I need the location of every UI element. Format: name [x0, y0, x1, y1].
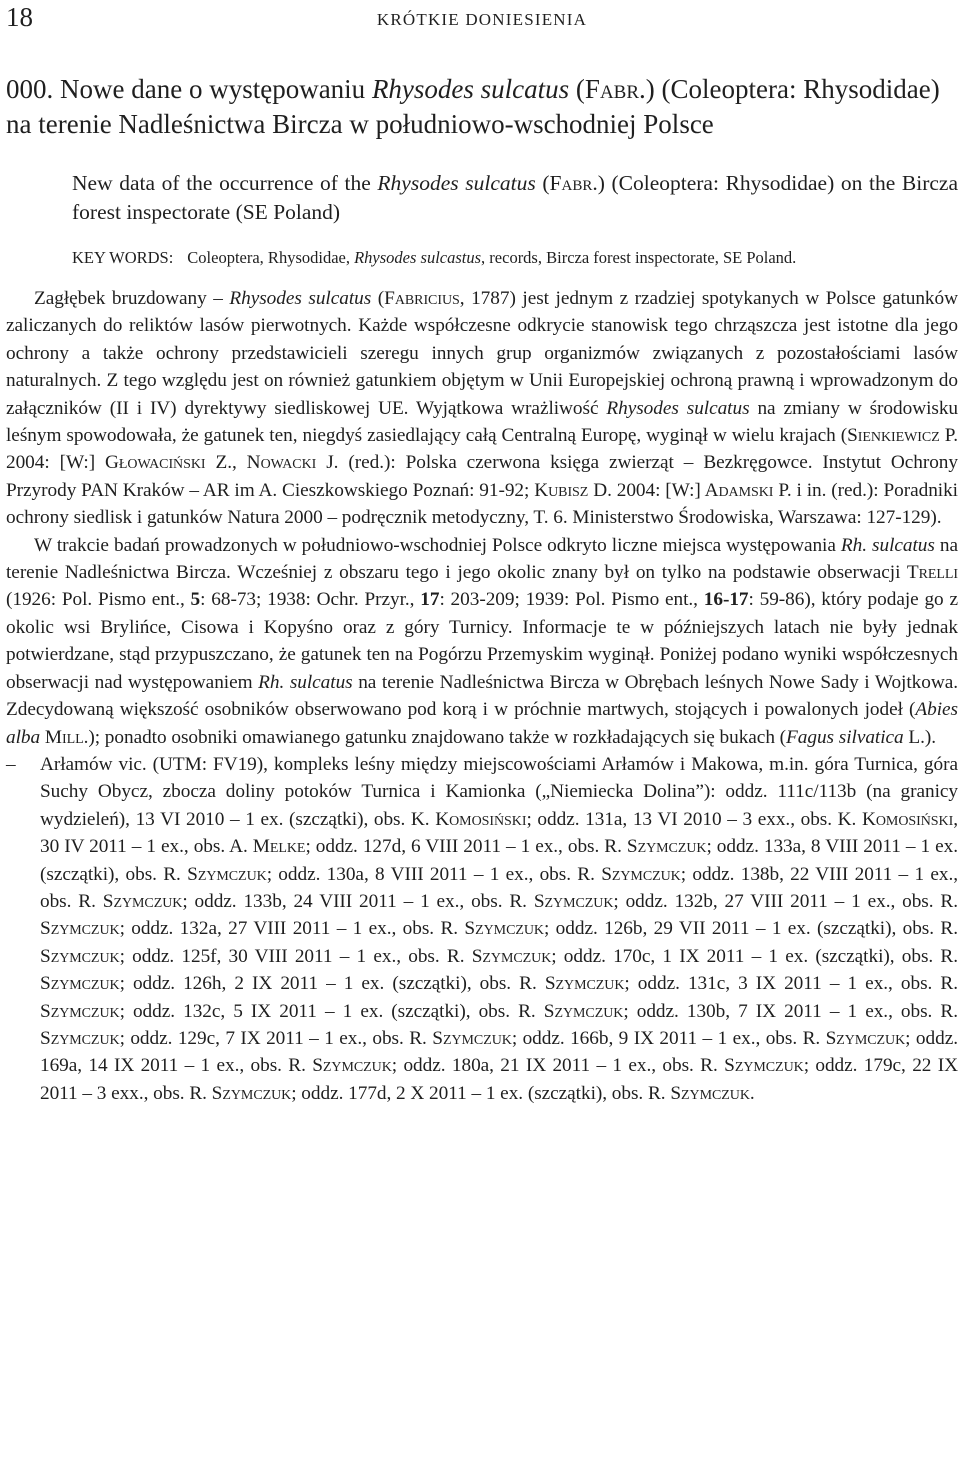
author-name: relli: [918, 562, 958, 584]
record-text: ; oddz. 131a, 13 VI 2010 – 3 exx., obs. K.: [526, 808, 862, 830]
observer-initial: S: [543, 1000, 555, 1022]
species-name: Rh. sulcatus: [258, 671, 353, 693]
observer-initial: S: [626, 836, 638, 858]
keywords-text-rest: , records, Bircza forest inspectorate, SE Poland.: [481, 248, 797, 267]
observer-initial: S: [40, 918, 51, 940]
observer-initial: K: [861, 808, 876, 830]
text-run: : 68-73; 1938: Ochr. Przyr.,: [200, 589, 421, 611]
record-text: .: [749, 1082, 755, 1104]
observer-surname: zymczuk: [197, 863, 267, 885]
record-text: ; oddz. 138b, 22 VIII 2011 – 1 ex., obs. R.: [40, 863, 958, 912]
observer-initial: S: [187, 863, 198, 885]
volume-number: 16-17: [703, 589, 749, 611]
subtitle-text: New data of the occurrence of the: [72, 171, 378, 195]
keywords: [6, 247, 958, 269]
article-title: [6, 72, 958, 142]
record-text: , 30 IV 2011 – 1 ex., obs. A.: [40, 808, 958, 858]
author-name: ienkiewicz: [857, 425, 940, 447]
observer-surname: zymczuk: [50, 1027, 120, 1049]
record-text: ; oddz. 126h, 2 IX 2011 – 1 ex. (szczątki), obs. R.: [119, 973, 545, 995]
observer-initial: S: [533, 890, 545, 912]
observer-surname: zymczuk: [50, 918, 120, 940]
text-run: L.).: [903, 726, 937, 748]
observer-surname: zymczuk: [637, 836, 707, 858]
observer-initial: S: [471, 945, 483, 967]
observer-surname: omosiński: [449, 808, 527, 830]
record-text: ; oddz. 131c, 3 IX 2011 – 1 ex., obs. R.: [624, 973, 958, 995]
title-authority: (F: [569, 74, 600, 104]
text-run: .); ponadto osobniki omawianego gatunku znajdowano także w rozkładających się bukach (: [83, 726, 787, 748]
record-text: ; oddz. 125f, 30 VIII 2011 – 1 ex., obs. R.: [119, 945, 472, 967]
locality-records: [40, 809, 958, 1104]
observer-surname: elke: [269, 836, 306, 858]
subtitle-authority: (F: [535, 171, 562, 195]
observer-initial: S: [211, 1082, 223, 1104]
observer-surname: zymczuk: [113, 890, 183, 912]
locality-intro: Arłamów vic. (UTM: FV19), kompleks leśny między miejscowościami Arłamów i Makowa, m.in. góra Turnica, góra Suchy Obycz, zbocza doliny potoków Turnica i Kamionka („Niemiecka Dolina”): oddz. 111c/113b (na granicy wydzieleń), 13 VI 2010 – 1 ex. (szczątki), obs. K.: [40, 753, 958, 830]
observer-initial: S: [601, 863, 612, 885]
author-name: łowaciński: [118, 452, 206, 474]
observer-surname: zymczuk: [734, 1055, 804, 1077]
record-text: ; oddz. 133b, 24 VIII 2011 – 1 ex., obs. R.: [182, 890, 534, 912]
text-run: W trakcie badań prowadzonych w południowo-wschodniej Polsce odkryto liczne miejsca występowania: [34, 534, 841, 556]
record-text: ; oddz. 130b, 7 IX 2011 – 1 ex., obs. R.: [623, 1000, 958, 1022]
species-name: Fagus silvatica: [786, 726, 904, 748]
species-name: Rhysodes sulcatus: [229, 288, 372, 309]
keywords-species: Rhysodes sulcastus: [354, 248, 482, 267]
observer-surname: zymczuk: [544, 890, 614, 912]
journal-page: [6, 0, 958, 1107]
list-dash: –: [6, 753, 16, 775]
text-run: Zagłębek bruzdowany –: [34, 288, 230, 309]
record-text: ; oddz. 177d, 2 X 2011 – 1 ex. (szczątki), obs. R.: [291, 1082, 671, 1104]
record-text: ; oddz. 132b, 27 VIII 2011 – 1 ex., obs. R.: [613, 890, 958, 912]
text-run: P. 2004: [W:] G: [6, 425, 958, 474]
paragraph-research: [6, 532, 958, 751]
author-name: ubisz: [548, 479, 589, 501]
observer-initial: S: [312, 1055, 323, 1077]
article-body: [6, 285, 958, 1107]
record-text: ; oddz. 170c, 1 IX 2011 – 1 ex. (szczątki), obs. R.: [551, 945, 958, 967]
observer-initial: S: [40, 945, 51, 967]
volume-number: 17: [420, 589, 440, 611]
observer-surname: zymczuk: [322, 1055, 392, 1077]
text-run: Z., N: [205, 452, 261, 474]
observer-initial: M: [252, 836, 270, 858]
text-run: na terenie Nadleśnictwa Bircza. Wcześniej z obszaru tego i jego okolic znany był on tylko na podstawie obserwacji T: [6, 534, 958, 584]
text-run: , 1787) jest jednym z rzadziej spotykanych w Polsce gatunków zaliczanych do reliktów lasów pierwotnych. Każde współczesne odkrycie stanowisk tego chrząszcza jest istotne dla jego ochrony a także ochrony przedstawicieli szeregu innych grup organizmów związanych z pozostałościami lasów naturalnych. Z tego względu jest on również gatunkiem objętym w Unii Europejskiej ochroną prawną i wprowadzonym do załączników (II i IV) dyrektywy siedliskowej UE. Wyjątkowa wrażliwość: [6, 288, 958, 419]
text-run: : 203-209; 1939: Pol. Pismo ent.,: [439, 589, 704, 611]
record-text: ; oddz. 169a, 14 IX 2011 – 1 ex., obs. R.: [40, 1027, 958, 1077]
observer-surname: zymczuk: [50, 1000, 120, 1022]
text-run: M: [40, 726, 62, 748]
observer-initial: S: [432, 1027, 443, 1049]
paragraph-intro: [6, 285, 958, 532]
text-run: (1926: Pol. Pismo ent.,: [6, 589, 191, 611]
text-run: (F: [371, 288, 395, 309]
observer-surname: zymczuk: [554, 1000, 624, 1022]
observer-initial: S: [670, 1082, 682, 1104]
text-run: P. i in. (red.): Poradniki ochrony siedlisk i gatunków Natura 2000 – podręcznik metodyczny, T. 6. Ministerstwo Środowiska, Warszawa: 127-129).: [6, 479, 958, 529]
locality-list-item: [6, 751, 958, 1107]
observer-surname: zymczuk: [681, 1082, 750, 1104]
observer-surname: zymczuk: [50, 945, 120, 967]
observer-surname: zymczuk: [555, 973, 625, 995]
observer-surname: zymczuk: [611, 863, 681, 885]
page-number: 18: [6, 2, 33, 32]
volume-number: 5: [190, 589, 201, 611]
record-text: ; oddz. 129c, 7 IX 2011 – 1 ex., obs. R.: [119, 1027, 433, 1049]
record-text: ; oddz. 180a, 21 IX 2011 – 1 ex., obs. R.: [391, 1055, 725, 1077]
title-text: 000. Nowe dane o występowaniu: [6, 74, 372, 104]
observer-initial: S: [40, 1027, 51, 1049]
record-text: ; oddz. 127d, 6 VIII 2011 – 1 ex., obs. R.: [305, 836, 627, 858]
observer-initial: S: [102, 890, 114, 912]
author-name: ill: [61, 726, 84, 748]
observer-initial: S: [464, 918, 476, 940]
title-species: Rhysodes sulcatus: [371, 74, 570, 104]
observer-surname: zymczuk: [442, 1027, 512, 1049]
page-header: [6, 0, 958, 44]
author-name: abricius: [394, 288, 460, 309]
observer-initial: S: [544, 973, 556, 995]
author-name: owacki: [260, 452, 317, 474]
species-name: Rh. sulcatus: [840, 534, 935, 556]
observer-surname: zymczuk: [482, 945, 552, 967]
article-subtitle-english: [6, 169, 958, 227]
record-text: ; oddz. 130a, 8 VIII 2011 – 1 ex., obs. R.: [266, 863, 602, 885]
observer-surname: zymczuk: [222, 1082, 292, 1104]
text-run: : 59-86), który podaje go z okolic wsi Brylińce, Cisowa i Kopyśno oraz z góry Turnicy. Informacje te w późniejszych latach nie były jednak potwierdzane, stąd przypuszczano, że gatunek ten na Pogórzu Przemyskim wyginął. Poniżej podano wyniki współczesnych obserwacji nad występowaniem: [6, 589, 958, 693]
species-name: Abies alba: [6, 699, 958, 748]
species-name: Rhysodes sulcatus: [606, 397, 750, 419]
record-text: ; oddz. 179c, 22 IX 2011 – 3 exx., obs. R.: [40, 1055, 958, 1104]
record-text: ; oddz. 126b, 29 VII 2011 – 1 ex. (szczątki), obs. R.: [543, 918, 958, 940]
subtitle-text-rest: .) (Coleoptera: Rhysodidae) on the Bircza forest inspectorate (SE Poland): [72, 171, 958, 224]
observer-surname: zymczuk: [475, 918, 544, 940]
subtitle-authority-sc: abr: [561, 171, 593, 195]
text-run: na terenie Nadleśnictwa Bircza w Obrębach leśnych Nowe Sady i Wojtkowa. Zdecydowaną większość osobników obserwowano pod korą i w próchnie martwych, stojących i powalonych jodeł (: [6, 671, 958, 721]
author-name: damski: [718, 479, 774, 501]
text-run: J. (red.): Polska czerwona księga zwierząt – Bezkręgowce. Instytut Ochrony Przyrody PAN Kraków – AR im A. Cieszkowskiego Poznań: 91-92; K: [6, 452, 958, 501]
observer-initial: S: [724, 1055, 735, 1077]
text-run: na zmiany w środowisku leśnym spowodowała, że gatunek ten, niegdyś zasiedlający całą Centralną Europę, wyginął w wielu krajach (S: [6, 397, 959, 447]
record-text: ; oddz. 132c, 5 IX 2011 – 1 ex. (szczątki), obs. R.: [119, 1000, 544, 1022]
running-head: KRÓTKIE DONIESIENIA: [376, 10, 588, 29]
observer-surname: zymczuk: [50, 973, 120, 995]
observer-initial: S: [825, 1027, 837, 1049]
title-authority-sc: abr: [599, 74, 640, 104]
title-text-rest: .) (Coleoptera: Rhysodidae) na terenie Nadleśnictwa Bircza w południowo-wschodniej Polsce: [6, 74, 940, 139]
record-text: ; oddz. 133a, 8 VIII 2011 – 1 ex. (szczątki), obs. R.: [40, 836, 958, 885]
observer-initial: K: [435, 808, 450, 830]
keywords-label: KEY WORDS:: [72, 248, 174, 267]
record-text: ; oddz. 166b, 9 IX 2011 – 1 ex., obs. R.: [511, 1027, 826, 1049]
observer-surname: omosiński: [875, 808, 954, 830]
record-text: ; oddz. 132a, 27 VIII 2011 – 1 ex., obs. R.: [119, 918, 465, 940]
subtitle-species: Rhysodes sulcatus: [377, 171, 536, 195]
observer-initial: S: [40, 973, 51, 995]
text-run: D. 2004: [W:] A: [588, 479, 719, 501]
observer-initial: S: [40, 1000, 51, 1022]
keywords-text: Coleoptera, Rhysodidae,: [187, 248, 355, 267]
observer-surname: zymczuk: [836, 1027, 906, 1049]
